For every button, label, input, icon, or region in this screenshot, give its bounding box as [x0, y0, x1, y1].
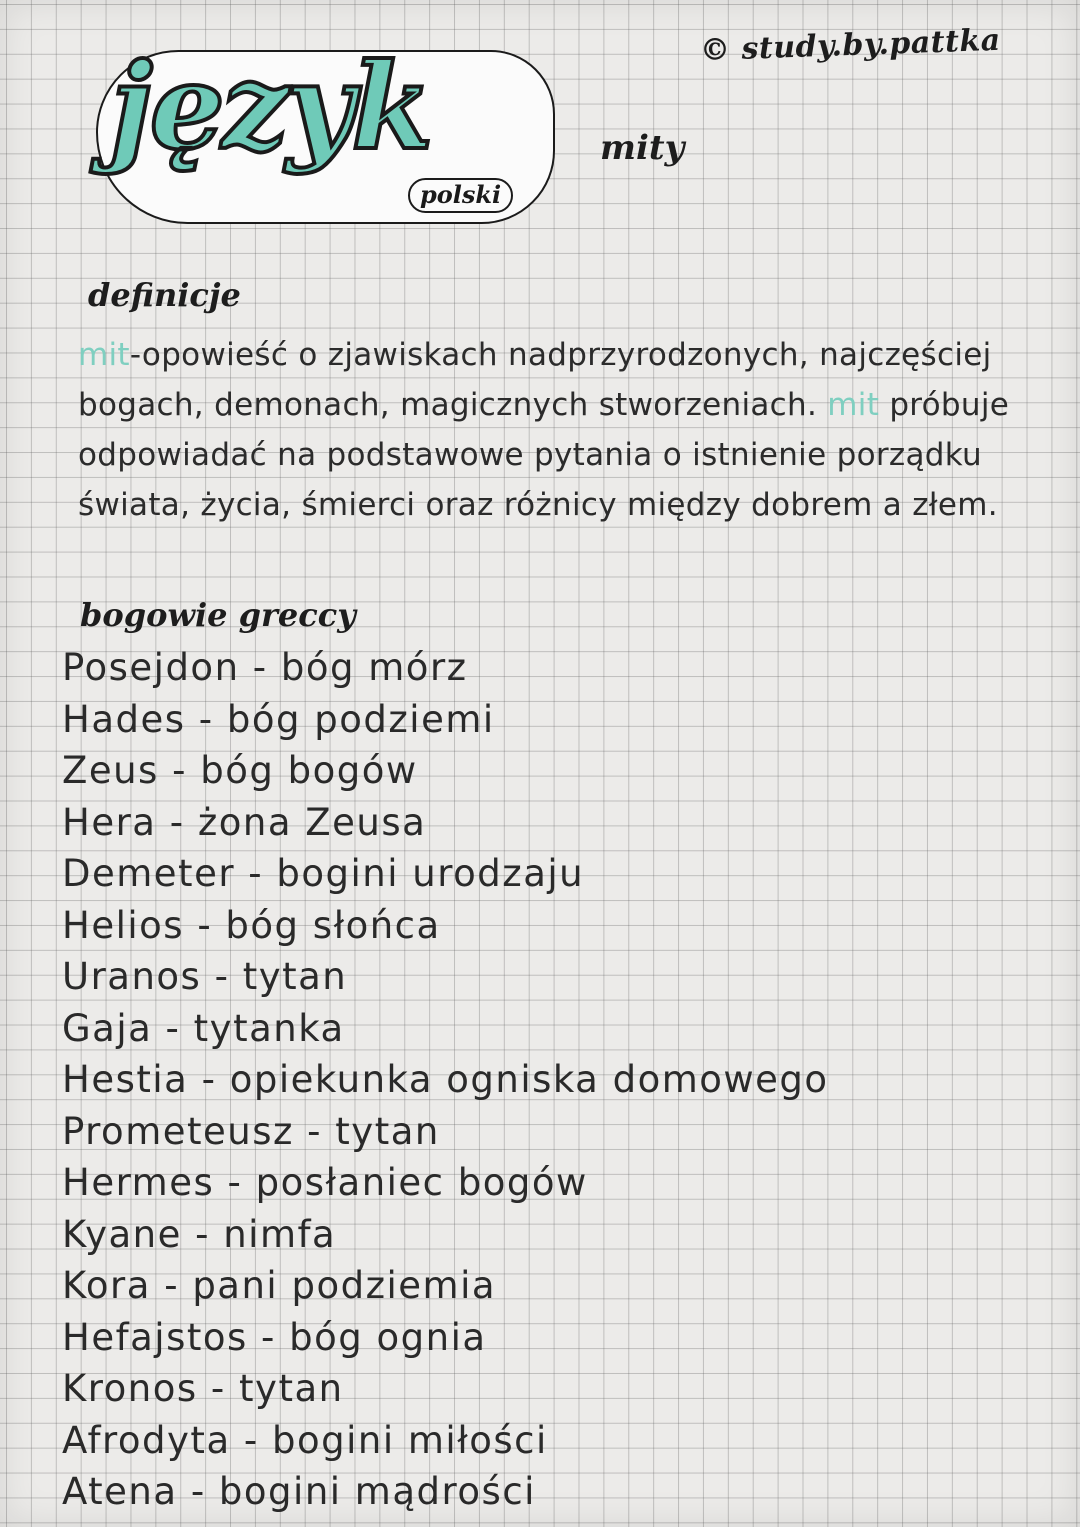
- title-subtitle: polski: [408, 178, 513, 213]
- list-item: Kora - pani podziemia: [62, 1264, 497, 1307]
- topic-label: mity: [600, 128, 685, 168]
- list-item: Hera - żona Zeusa: [62, 800, 427, 844]
- list-item: Zeus - bóg bogów: [62, 749, 418, 792]
- list-item: Hades - bóg podziemi: [62, 697, 495, 741]
- list-item: Posejdon - bóg mórz: [62, 646, 468, 689]
- list-item: Hefajstos - bóg ognia: [62, 1315, 487, 1359]
- list-item: Helios - bóg słońca: [62, 903, 441, 947]
- list-item: Hermes - posłaniec bogów: [62, 1161, 588, 1204]
- gods-list: [62, 642, 829, 1518]
- watermark-credit: © study.by.pattka: [699, 22, 1002, 69]
- title-lettering: [96, 36, 566, 226]
- list-item: Afrodyta - bogini miłości: [62, 1418, 548, 1462]
- list-item: Uranos - tytan: [62, 955, 348, 998]
- definition-term-2: mit: [827, 387, 880, 423]
- gods-heading: bogowie greccy: [80, 596, 356, 634]
- list-item: Gaja - tytanka: [62, 1006, 345, 1050]
- definitions-heading: definicje: [88, 276, 241, 314]
- list-item: Atena - bogini mądrości: [62, 1470, 536, 1513]
- list-item: Kyane - nimfa: [62, 1212, 337, 1256]
- definition-term: mit: [78, 337, 130, 373]
- list-item: Kronos - tytan: [62, 1367, 344, 1410]
- list-item: Prometeusz - tytan: [62, 1109, 440, 1153]
- definition-paragraph: [78, 330, 1068, 530]
- list-item: Demeter - bogini urodzaju: [62, 852, 585, 895]
- title-main: język: [110, 37, 431, 176]
- definition-text-1: -opowieść o zjawiskach nadprzyrodzonych, najczęściej bogach, demonach, magicznych stworzeniach.: [78, 337, 992, 423]
- definition-text-2: próbuje odpowiadać na podstawowe pytania o istnienie porządku świata, życia, śmierci oraz różnicy między dobrem a złem.: [78, 387, 1010, 523]
- list-item: Hestia - opiekunka ogniska domowego: [62, 1058, 829, 1101]
